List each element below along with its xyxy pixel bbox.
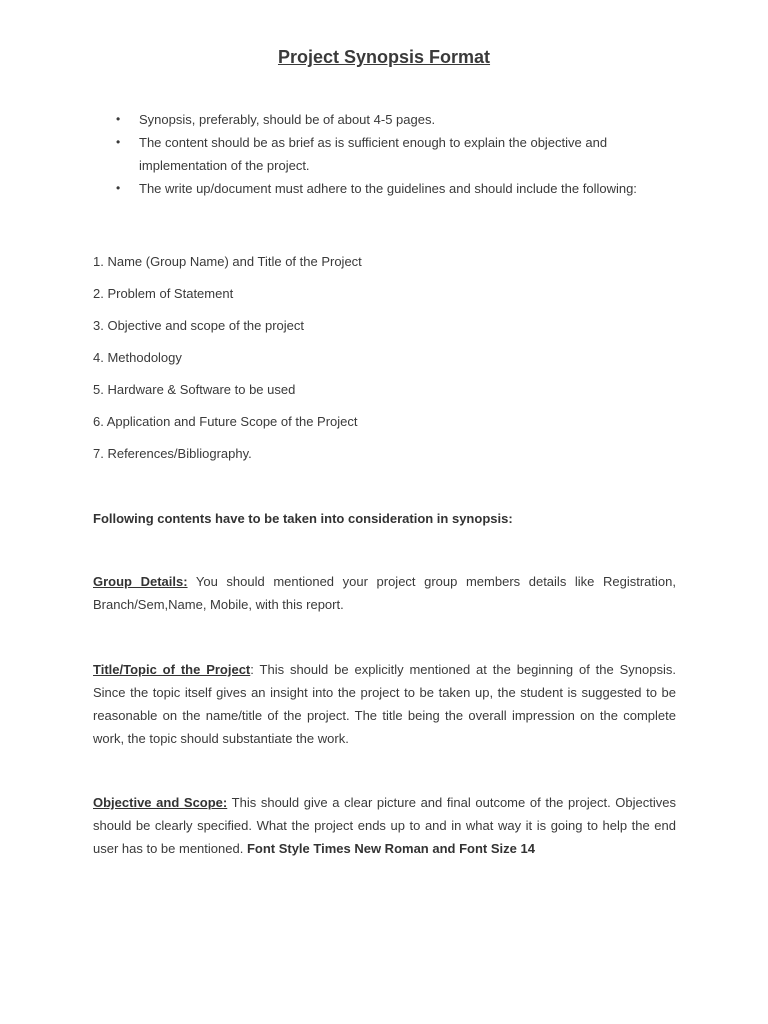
objective-scope-paragraph (93, 791, 676, 860)
following-contents-heading: Following contents have to be taken into consideration in synopsis: (93, 511, 513, 526)
group-details-label: Group Details: (93, 574, 188, 589)
bullet-icon: • (116, 181, 121, 195)
numbered-item: 7. References/Bibliography. (93, 446, 252, 461)
title-topic-label: Title/Topic of the Project (93, 662, 251, 677)
numbered-item: 2. Problem of Statement (93, 286, 234, 301)
numbered-item: 1. Name (Group Name) and Title of the Project (93, 254, 362, 269)
bullet-text: The content should be as brief as is sufficient enough to explain the objective and implementation of the project. (139, 135, 608, 173)
bullet-item (116, 177, 656, 200)
title-topic-paragraph (93, 658, 676, 750)
bullet-text: The write up/document must adhere to the guidelines and should include the following: (139, 181, 637, 196)
contents-numbered-list (93, 250, 362, 474)
numbered-item: 3. Objective and scope of the project (93, 318, 305, 333)
font-style-note: Font Style Times New Roman and Font Size 14 (246, 841, 535, 856)
page-title: Project Synopsis Format (277, 47, 491, 67)
guidelines-bullet-list (116, 108, 656, 200)
bullet-item (116, 108, 656, 131)
group-details-paragraph (93, 570, 676, 616)
group-details-text: You should mentioned your project group members details like Registration, Branch/Sem,Name, Mobile, with this report. (93, 574, 676, 612)
bullet-icon: • (116, 135, 121, 149)
title-topic-text: : This should be explicitly mentioned at the beginning of the Synopsis. Since the topic itself gives an insight into the project to be taken up, the student is suggested to be reasonable on the name/title of the project. The title being the overall impression on the complete work, the topic should substantiate the work. (93, 662, 676, 746)
numbered-item: 6. Application and Future Scope of the Project (93, 414, 358, 429)
bullet-item (116, 131, 656, 177)
objective-scope-label: Objective and Scope: (93, 795, 228, 810)
bullet-text: Synopsis, preferably, should be of about 4-5 pages. (139, 112, 436, 127)
numbered-item: 5. Hardware & Software to be used (93, 382, 296, 397)
numbered-item: 4. Methodology (93, 350, 182, 365)
objective-scope-text: This should give a clear picture and final outcome of the project. Objectives should be clearly specified. What the project ends up to and in what way it is going to help the end user has to be mentioned. (93, 795, 677, 856)
bullet-icon: • (116, 112, 121, 126)
